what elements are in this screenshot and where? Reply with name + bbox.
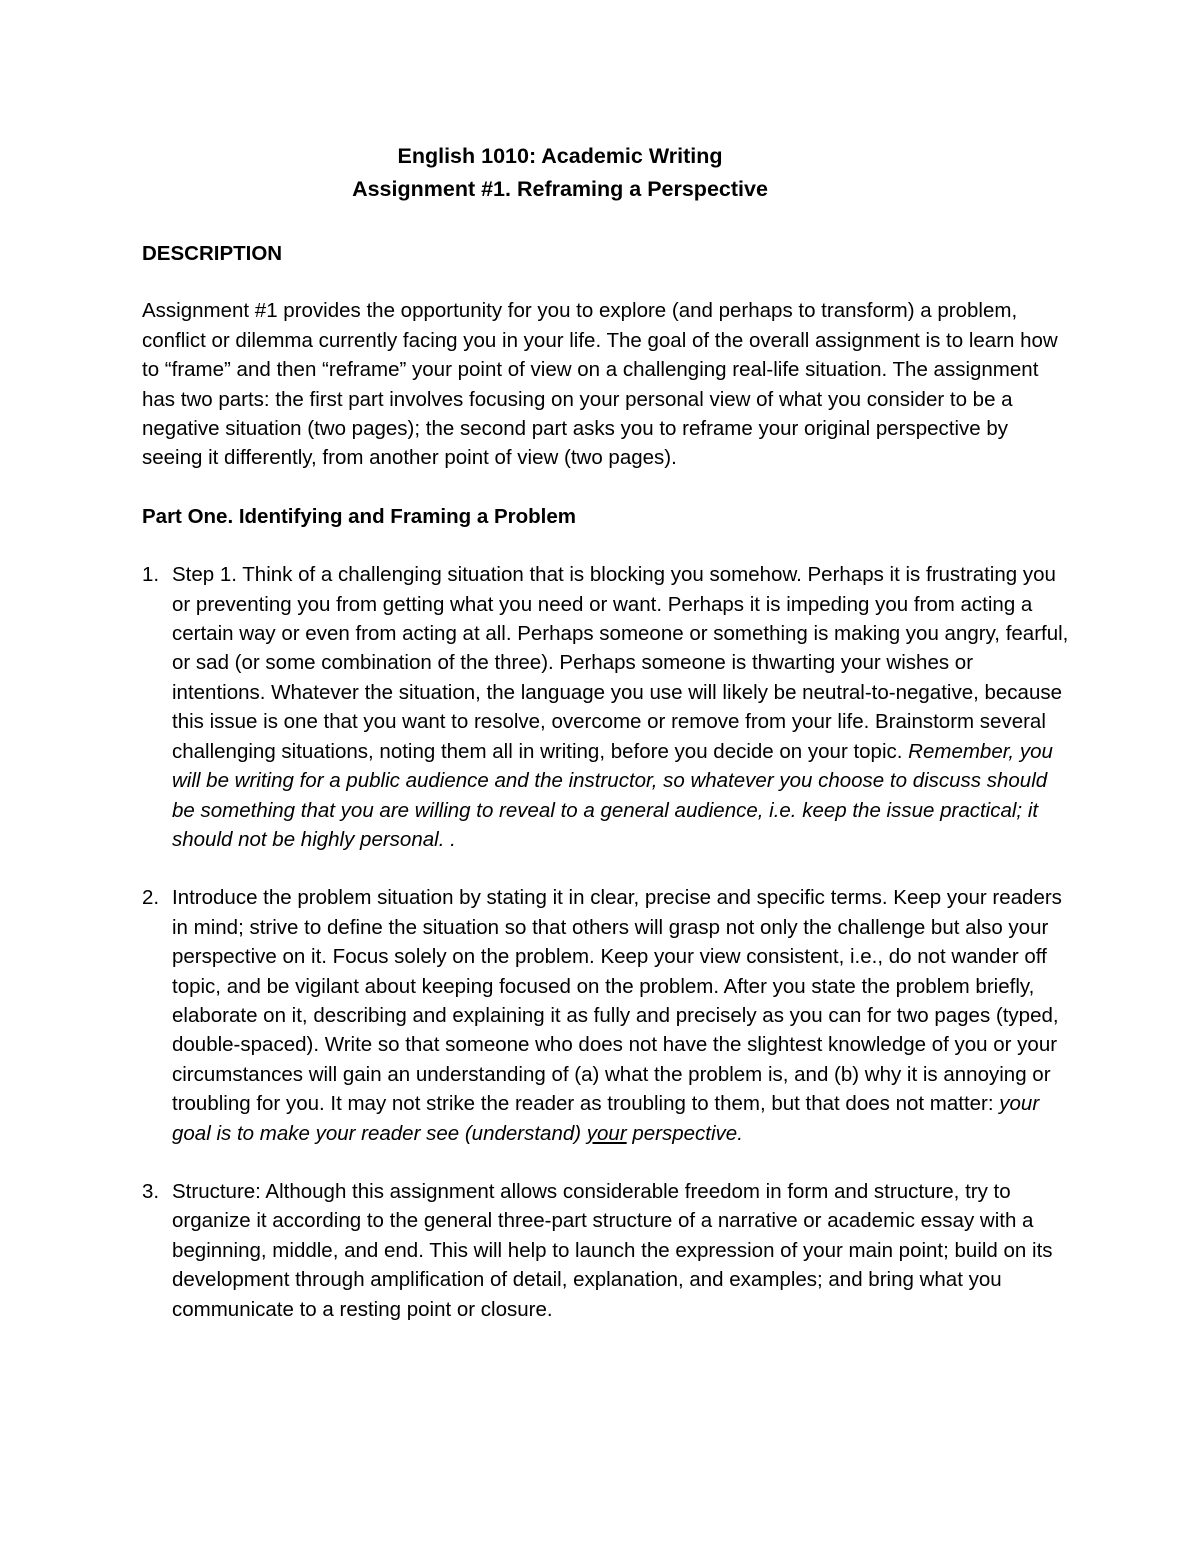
list-item [142, 883, 1072, 1148]
step-2-underlined-word: your [586, 1121, 627, 1145]
list-item-number: 1. [142, 563, 160, 587]
list-item [142, 560, 1072, 854]
list-item-number: 2. [142, 886, 160, 910]
step-1-italic-note: Remember, you will be writing for a public audience and the instructor, so whatever you choose to discuss should be something that you are willing to reveal to a general audience, i.e. keep the issue practical; it should not be highly personal. . [172, 739, 1053, 851]
step-2-italic-end: perspective. [626, 1121, 743, 1145]
steps-list [142, 560, 1072, 1324]
description-paragraph: Assignment #1 provides the opportunity for you to explore (and perhaps to transform) a problem, conflict or dilemma currently facing you in your life. The goal of the overall assignment is to learn how to “frame” and then “reframe” your point of view on a challenging real-life situation. The assignment has two parts: the first part involves focusing on your personal view of what you consider to be a negative situation (two pages); the second part asks you to reframe your original perspective by seeing it differently, from another point of view (two pages). [142, 299, 1058, 470]
step-3-text: Structure: Although this assignment allows considerable freedom in form and structure, try to organize it according to the general three-part structure of a narrative or academic essay with a beginning, middle, and end. This will help to launch the expression of your main point; build on its development through amplification of detail, explanation, and examples; and bring what you communicate to a resting point or closure. [172, 1179, 1053, 1321]
course-title: English 1010: Academic Writing [397, 144, 723, 168]
document-title [10, 140, 1110, 206]
part-one-heading: Part One. Identifying and Framing a Problem [142, 504, 576, 528]
list-item [142, 1177, 1072, 1324]
list-item-number: 3. [142, 1179, 160, 1203]
document-page [142, 140, 1072, 1353]
step-2-text: Introduce the problem situation by stating it in clear, precise and specific terms. Keep your readers in mind; strive to define the situation so that others will grasp not only the challenge but also your perspective on it. Focus solely on the problem. Keep your view consistent, i.e., do not wander off topic, and be vigilant about keeping focused on the problem. After you state the problem briefly, elaborate on it, describing and explaining it as fully and precisely as you can for two pages (typed, double-spaced). Write so that someone who does not have the slightest knowledge of you or your circumstances will gain an understanding of (a) what the problem is, and (b) why it is annoying or troubling for you. It may not strike the reader as troubling to them, but that does not matter: [172, 886, 1062, 1116]
assignment-title: Assignment #1. Reframing a Perspective [352, 177, 768, 201]
description-label: DESCRIPTION [142, 242, 283, 265]
step-2-italic-goal: your goal is to make your reader see (understand) [172, 1092, 1040, 1145]
step-1-text: Step 1. Think of a challenging situation that is blocking you somehow. Perhaps it is frustrating you or preventing you from getting what you need or want. Perhaps it is impeding you from acting a certain way or even from acting at all. Perhaps someone or something is making you angry, fearful, or sad (or some combination of the three). Perhaps someone is thwarting your wishes or intentions. Whatever the situation, the language you use will likely be neutral-to-negative, because this issue is one that you want to resolve, overcome or remove from your life. Brainstorm several challenging situations, noting them all in writing, before you decide on your topic. [172, 563, 1069, 763]
